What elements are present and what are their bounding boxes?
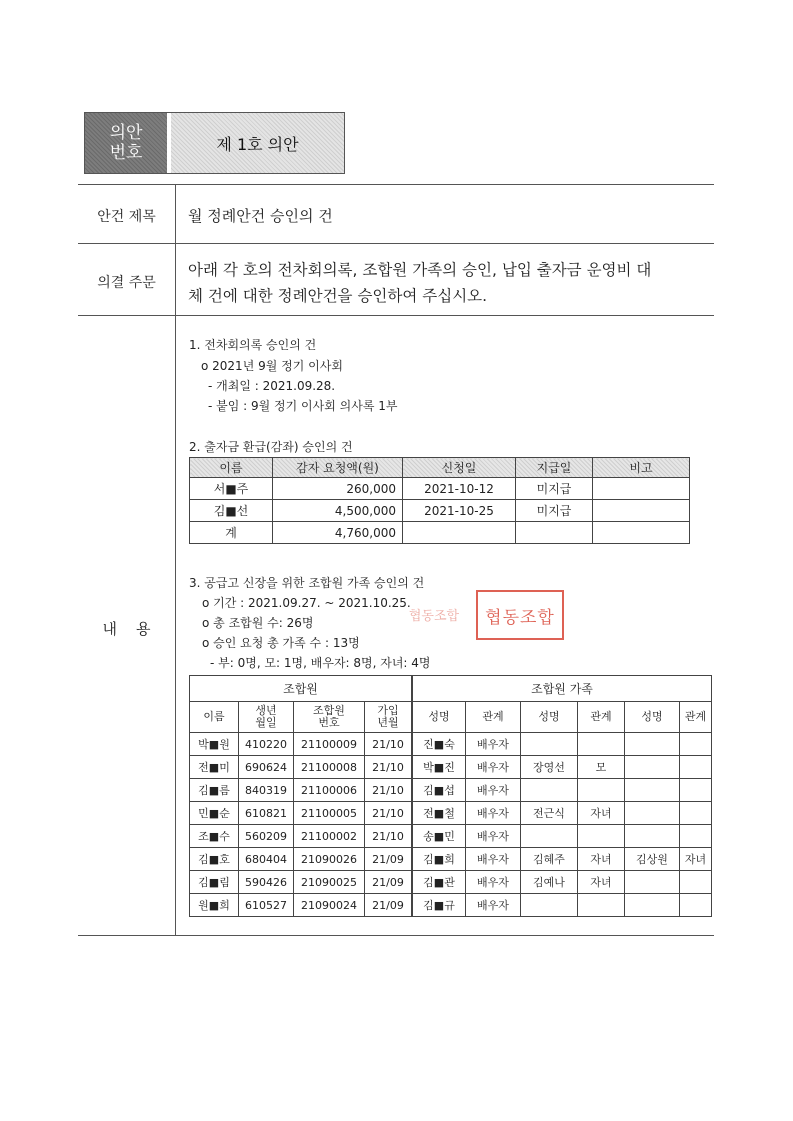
cell: 21/10 xyxy=(365,756,413,779)
section1-title: 1. 전차회의록 승인의 건 xyxy=(189,338,317,352)
family-table-group-header xyxy=(190,676,712,702)
cell: 김■섭 xyxy=(412,779,466,802)
cell: 박■진 xyxy=(412,756,466,779)
cell xyxy=(680,825,712,848)
cell xyxy=(403,522,516,544)
cell: 610821 xyxy=(239,802,294,825)
cell: 자녀 xyxy=(578,871,625,894)
cell xyxy=(578,779,625,802)
cell: 원■희 xyxy=(190,894,239,917)
divider-top xyxy=(78,184,714,185)
col-relation-1: 관계 xyxy=(466,702,521,733)
cell: 전■미 xyxy=(190,756,239,779)
section3-total-members: o 총 조합원 수: 26명 xyxy=(202,616,314,630)
cell: 김■림 xyxy=(190,871,239,894)
cell: 김■희 xyxy=(412,848,466,871)
seal-ghost-stamp xyxy=(398,594,470,634)
col-member-number: 조합원 번호 xyxy=(294,702,365,733)
group-member-header: 조합원 xyxy=(190,676,413,702)
table-row xyxy=(190,894,712,917)
cell xyxy=(625,733,680,756)
cell: 배우자 xyxy=(466,871,521,894)
col-member-name: 이름 xyxy=(190,702,239,733)
cell xyxy=(625,825,680,848)
cell: 배우자 xyxy=(466,802,521,825)
cell: 2021-10-25 xyxy=(403,500,516,522)
col-join-month: 가입 년월 xyxy=(365,702,413,733)
cell: 박■원 xyxy=(190,733,239,756)
cell xyxy=(680,733,712,756)
divider-bottom xyxy=(78,935,714,936)
refund-header-pay-date: 지급일 xyxy=(516,458,593,478)
cell: 모 xyxy=(578,756,625,779)
col-relation-3: 관계 xyxy=(680,702,712,733)
cell xyxy=(516,522,593,544)
table-row xyxy=(190,825,712,848)
cell: 배우자 xyxy=(466,756,521,779)
cell: 김■규 xyxy=(412,894,466,917)
cell: 21/09 xyxy=(365,871,413,894)
cell: 전근식 xyxy=(521,802,578,825)
cell xyxy=(680,802,712,825)
table-row xyxy=(190,500,690,522)
table-row xyxy=(190,871,712,894)
cell xyxy=(680,756,712,779)
cell: 김혜주 xyxy=(521,848,578,871)
cell: 진■숙 xyxy=(412,733,466,756)
table-row xyxy=(190,779,712,802)
table-row-total xyxy=(190,522,690,544)
refund-header-name: 이름 xyxy=(190,458,273,478)
refund-table xyxy=(189,457,690,544)
cell: 560209 xyxy=(239,825,294,848)
cell: 590426 xyxy=(239,871,294,894)
cell: 배우자 xyxy=(466,733,521,756)
cell: 21100006 xyxy=(294,779,365,802)
cell: 김상원 xyxy=(625,848,680,871)
agenda-number-label xyxy=(85,113,171,173)
cell xyxy=(578,733,625,756)
section3-period: o 기간 : 2021.09.27. ~ 2021.10.25. xyxy=(202,596,411,610)
cell: 김■호 xyxy=(190,848,239,871)
cell: 680404 xyxy=(239,848,294,871)
agenda-title-label: 안건 제목 xyxy=(97,209,156,225)
label-column-divider xyxy=(175,184,176,935)
cell: 21/09 xyxy=(365,894,413,917)
cell: 배우자 xyxy=(466,894,521,917)
cell: 자녀 xyxy=(680,848,712,871)
cell xyxy=(625,894,680,917)
cell: 미지급 xyxy=(516,478,593,500)
cell xyxy=(680,779,712,802)
cell: 21/10 xyxy=(365,779,413,802)
cell: 미지급 xyxy=(516,500,593,522)
section3-total-family: o 승인 요청 총 가족 수 : 13명 xyxy=(202,636,360,650)
cell xyxy=(680,871,712,894)
section3-breakdown: - 부: 0명, 모: 1명, 배우자: 8명, 자녀: 4명 xyxy=(210,656,431,670)
table-row xyxy=(190,478,690,500)
col-family-name-3: 성명 xyxy=(625,702,680,733)
table-row xyxy=(190,756,712,779)
divider-2 xyxy=(78,315,714,316)
cell xyxy=(521,779,578,802)
resolution-line2: 체 건에 대한 정례안건을 승인하여 주십시오. xyxy=(188,287,488,305)
cell: 배우자 xyxy=(466,825,521,848)
cell xyxy=(521,733,578,756)
col-family-name-1: 성명 xyxy=(412,702,466,733)
resolution-line1: 아래 각 호의 전차회의록, 조합원 가족의 승인, 납입 출자금 운영비 대 xyxy=(188,261,652,279)
refund-table-header xyxy=(190,458,690,478)
cell: 21/10 xyxy=(365,802,413,825)
section2-title: 2. 출자금 환급(감좌) 승인의 건 xyxy=(189,440,353,454)
seal-ghost-text: 협동조합 xyxy=(408,608,460,624)
table-row xyxy=(190,848,712,871)
cell: 260,000 xyxy=(273,478,403,500)
refund-header-note: 비고 xyxy=(593,458,690,478)
cell: 21/10 xyxy=(365,825,413,848)
refund-header-amount: 감자 요청액(원) xyxy=(273,458,403,478)
cell: 민■순 xyxy=(190,802,239,825)
cell: 21090026 xyxy=(294,848,365,871)
agenda-number-label-line1: 의안 xyxy=(109,123,143,143)
cell xyxy=(578,894,625,917)
cell: 610527 xyxy=(239,894,294,917)
col-relation-2: 관계 xyxy=(578,702,625,733)
cell: 서■주 xyxy=(190,478,273,500)
agenda-number-box xyxy=(84,112,345,174)
cell: 410220 xyxy=(239,733,294,756)
agenda-title-value: 월 정례안건 승인의 건 xyxy=(188,207,333,225)
content-label: 내 용 xyxy=(102,620,151,638)
family-approval-table xyxy=(189,675,712,917)
seal-text: 협동조합 xyxy=(485,607,555,628)
cell: 4,500,000 xyxy=(273,500,403,522)
cell xyxy=(593,478,690,500)
col-birth: 생년 월일 xyxy=(239,702,294,733)
cell xyxy=(578,825,625,848)
cell xyxy=(625,802,680,825)
cell: 21/09 xyxy=(365,848,413,871)
cell: 계 xyxy=(190,522,273,544)
group-family-header: 조합원 가족 xyxy=(412,676,712,702)
section1-item: o 2021년 9월 정기 이사회 xyxy=(201,359,343,373)
cell xyxy=(593,500,690,522)
cell: 김■관 xyxy=(412,871,466,894)
divider-1 xyxy=(78,243,714,244)
cell: 4,760,000 xyxy=(273,522,403,544)
section1-sub1: - 개최일 : 2021.09.28. xyxy=(208,379,336,393)
table-row xyxy=(190,802,712,825)
cell: 송■민 xyxy=(412,825,466,848)
cell xyxy=(625,756,680,779)
resolution-label: 의결 주문 xyxy=(97,275,156,291)
agenda-number-title: 제 1호 의안 xyxy=(171,113,344,173)
cell: 조■수 xyxy=(190,825,239,848)
cell: 김■선 xyxy=(190,500,273,522)
cell: 21/10 xyxy=(365,733,413,756)
cell xyxy=(593,522,690,544)
table-row xyxy=(190,733,712,756)
cell: 690624 xyxy=(239,756,294,779)
cell: 김예나 xyxy=(521,871,578,894)
cell: 21090025 xyxy=(294,871,365,894)
section1-sub2: - 붙임 : 9월 정기 이사회 의사록 1부 xyxy=(208,399,398,413)
cell: 자녀 xyxy=(578,802,625,825)
cell: 전■철 xyxy=(412,802,466,825)
col-family-name-2: 성명 xyxy=(521,702,578,733)
refund-header-apply-date: 신청일 xyxy=(403,458,516,478)
cell: 21100005 xyxy=(294,802,365,825)
section3-title: 3. 공급고 신장을 위한 조합원 가족 승인의 건 xyxy=(189,576,425,590)
agenda-number-label-line2: 번호 xyxy=(109,143,143,163)
cell: 21100008 xyxy=(294,756,365,779)
cell xyxy=(680,894,712,917)
cell: 배우자 xyxy=(466,779,521,802)
cell: 21090024 xyxy=(294,894,365,917)
cell xyxy=(521,825,578,848)
cell: 21100002 xyxy=(294,825,365,848)
cell: 2021-10-12 xyxy=(403,478,516,500)
cell xyxy=(625,779,680,802)
cooperative-seal xyxy=(476,590,564,640)
cell: 배우자 xyxy=(466,848,521,871)
family-table-column-header xyxy=(190,702,712,733)
cell: 자녀 xyxy=(578,848,625,871)
cell xyxy=(625,871,680,894)
cell: 김■름 xyxy=(190,779,239,802)
cell: 21100009 xyxy=(294,733,365,756)
cell xyxy=(521,894,578,917)
cell: 장영선 xyxy=(521,756,578,779)
cell: 840319 xyxy=(239,779,294,802)
